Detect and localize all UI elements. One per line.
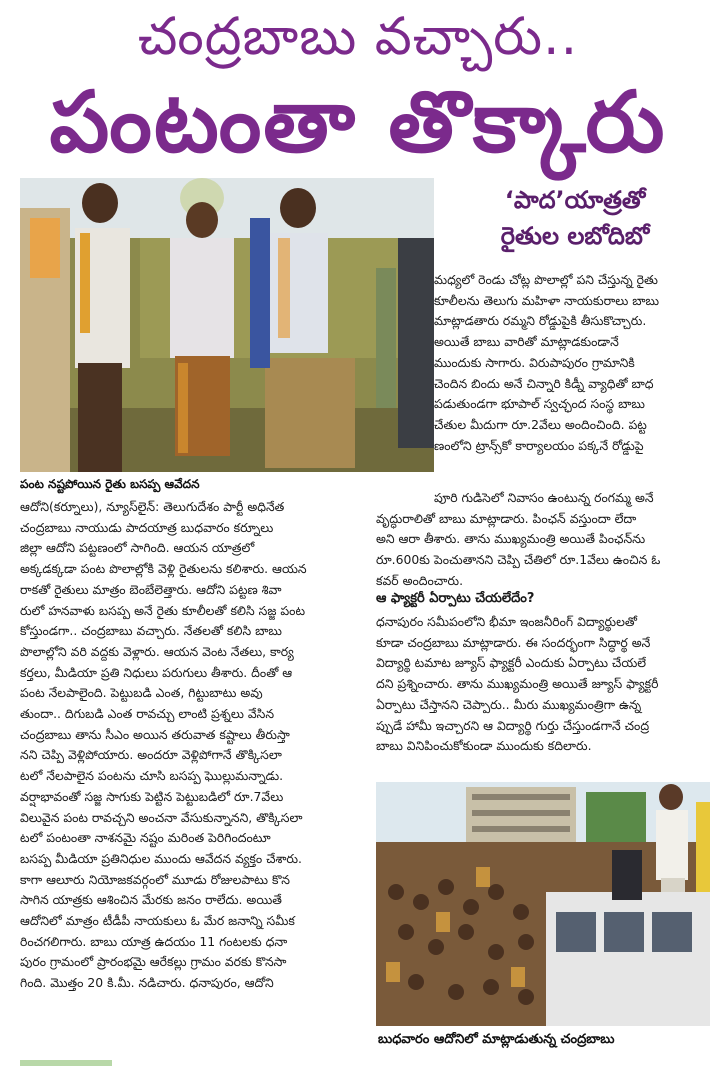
text-line: ముందుకు సాగారు. విరుపాపురం గ్రామానికి	[434, 354, 635, 370]
text-line: రూ.600కు పెంచుతానని చెప్పి చేతిలో రూ.1వేలు ఉంచిన ఓ	[376, 552, 661, 568]
text-line: చంద్రబాబు తాను సీఎం అయిన తరువాత కష్టాలు తీరుస్తా	[20, 726, 290, 742]
text-line: కూలీలను తెలుగు మహిళా నాయకురాలు బాబు	[434, 292, 660, 308]
text-line: ఆదోనిలో మాత్రం టీడీపీ నాయకులు ఓ మేర జనాన్ని సమీక	[20, 913, 295, 929]
text-line: ఆదోని(కర్నూలు), న్యూస్‌లైన్: తెలుగుదేశం పార్టీ అధినేత	[20, 499, 285, 514]
text-line: కోస్తుండగా.. చంద్రబాబు వచ్చారు. నేతలతో కలిసి బాబు	[20, 623, 282, 639]
text-line: అక్కడక్కడా పంట పొలాల్లోకి వెళ్లి రైతులను కలిశారు. ఆయన	[20, 561, 307, 577]
text-line: గింది. మొత్తం 20 కి.మీ. నడిచారు. ధనాపురం, ఆదోని	[20, 975, 274, 991]
text-line: కర్తలు, మీడియా ప్రతి నిధులు పరుగులు తీశారు. దీంతో ఆ	[20, 664, 293, 680]
text-line: బసప్ప మీడియా ప్రతినిధుల ముందు ఆవేదన వ్యక్తం చేశారు.	[20, 850, 302, 866]
text-line: చెందిన బిందు అనే చిన్నారి కిడ్నీ వ్యాధితో బాధ	[434, 375, 654, 391]
text-line: టలో నేలపాలైన పంటను చూసి బసప్ప ఘొల్లుమన్నాడు.	[20, 768, 284, 784]
photo1-caption: పంట నష్టపోయిన రైతు బసప్ప ఆవేదన	[20, 477, 200, 491]
text-line: పొలాల్లోని వరి వద్దకు వెళ్లారు. ఆయన వెంట నేతలు, కార్య	[20, 643, 294, 659]
text-line: రించగలిగారు. బాబు యాత్ర ఉదయం 11 గంటలకు ధనా	[20, 933, 288, 949]
text-line: పూరి గుడిసెలో నివాసం ఉంటున్న రంగమ్మ అనే	[434, 490, 654, 505]
text-line: చేతుల మీదుగా రూ.2వేలు అందించింది. పట్ట	[434, 416, 647, 432]
right-column-bottom	[376, 612, 710, 757]
text-line: చంద్రబాబు నాయుడు పాదయాత్ర బుధవారం కర్నూలు	[20, 519, 274, 535]
subheadline-line2: రైతుల లబోదిబో	[500, 222, 650, 250]
text-line: రులో హనవాళు బసప్ప అనే రైతు కూలీలతో కలిసి సజ్జ పంట	[20, 602, 306, 618]
text-line: అయితే బాబు వారితో మాట్లాడకుండానే	[434, 334, 619, 350]
left-column	[20, 497, 370, 994]
text-line: ఏర్పాటు చేస్తానని చెప్పారు.. మీరు ముఖ్యమంత్రిగా ఉన్న	[376, 696, 642, 712]
right-column-top	[434, 270, 712, 456]
text-line: వర్షాభావంతో సజ్జ సాగుకు పెట్టిన పెట్టుబడిలో రూ.7వేలు	[20, 788, 284, 804]
text-line: నని చెప్పి వెళ్లిపోయారు. అందరూ వెళ్లిపోగానే తొక్కిసలా	[20, 747, 282, 763]
section-subheading: ఆ ఫ్యాక్టరీ ఏర్పాటు చేయలేదేం?	[376, 591, 535, 606]
text-line: మధ్యలో రెండు చోట్ల పొలాల్లో పని చేస్తున్న రైతు	[434, 272, 658, 287]
text-line: బాబు వినిపించుకోకుండా ముందుకు కదిలారు.	[376, 738, 592, 754]
text-line: జిల్లా ఆదోని పట్టణంలో సాగింది. ఆయన యాత్రలో	[20, 540, 255, 556]
text-line: పడుతుండగా భూపాల్ స్వచ్ఛంద సంస్థ బాబు	[434, 396, 645, 412]
text-line: పంట నేలపాలైంది. పెట్టుబడి ఎంత, గిట్టుబాటు అవు	[20, 685, 263, 701]
right-column-middle	[376, 488, 710, 592]
text-line: తుందా.. దిగుబడి ఎంత రావచ్చు లాంటి ప్రశ్నలు వేసిన	[20, 706, 275, 722]
text-line: వృద్ధురాలితో బాబు మాట్లాడారు. పింఛన్ వస్తుందా లేదా	[376, 510, 637, 526]
text-line: పురం గ్రామంలో ప్రారంభమై ఆరేకల్లు గ్రామం వరకు కొనసా	[20, 954, 287, 970]
headline-line2: పంటంతా తొక్కారు	[49, 73, 667, 171]
text-line: ణంలోని ట్రాన్స్‌కో కార్యాలయం పక్కనే రోడ్డుపై	[434, 437, 644, 453]
text-line: కూడా చంద్రబాబు మాట్లాడారు. ఈ సందర్భంగా సిద్ధార్థ అనే	[376, 634, 651, 650]
text-line: ప్పుడే హామీ ఇచ్చారని ఆ విద్యార్థి గుర్తు చేస్తుండగానే చంద్ర	[376, 717, 650, 733]
text-line: కాగా ఆలూరు నియోజకవర్గంలో మూడు రోజులపాటు కొన	[20, 871, 290, 887]
text-line: కవర్ అందించారు.	[376, 572, 464, 588]
photo2-caption: బుధవారం ఆదోనిలో మాట్లాడుతున్న చంద్రబాబు	[378, 1032, 615, 1047]
text-line: ధనాపురం సమీపంలోని భీమా ఇంజనీరింగ్ విద్యార్థులతో	[376, 614, 637, 629]
text-line: విద్యార్థి టమాట జ్యూస్ ఫ్యాక్టరీ ఎందుకు ఏర్పాటు చేయలే	[376, 655, 647, 671]
bottom-rule	[20, 1060, 112, 1066]
text-line: దని ప్రశ్నించారు. తాను ముఖ్యమంత్రి అయితే జ్యూస్ ఫ్యాక్టరీ	[376, 676, 659, 692]
headline-line1: చంద్రబాబు వచ్చారు..	[137, 7, 579, 67]
text-line: మాట్లాడతారు రమ్మని రోడ్డుపైకి తీసుకొచ్చారు.	[434, 313, 647, 329]
text-line: సాగిన యాత్రకు ఆశించిన మేరకు జనం రాలేదు. అయితే	[20, 892, 282, 908]
text-line: టలో పంటంతా నాశనమై నష్టం మరింత పెరిగిందంటూ	[20, 830, 271, 846]
farmers-photo	[20, 178, 434, 472]
crowd-photo	[376, 782, 710, 1026]
text-line: విలువైన పంట రావచ్చని అంచనా వేసుకున్నానని, తొక్కిసలా	[20, 809, 303, 825]
text-line: అని ఆరా తీశారు. తాను ముఖ్యమంత్రి అయితే పింఛన్‌ను	[376, 531, 646, 547]
text-line: రాకతో రైతులు మాత్రం బెంబేలెత్తారు. ఆదోని పట్టణ శివా	[20, 581, 282, 597]
subheadline-line1: ‘పాద’యాత్రతో	[504, 186, 646, 214]
